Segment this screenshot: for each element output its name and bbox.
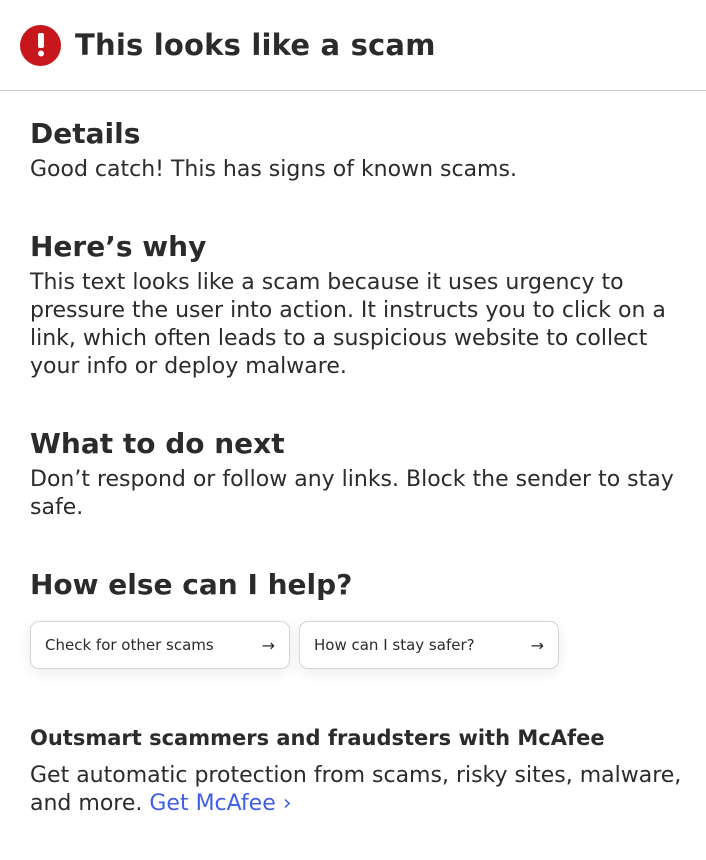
get-mcafee-link[interactable]: Get McAfee › — [149, 791, 292, 816]
arrow-right-icon: → — [530, 635, 544, 655]
why-heading: Here’s why — [30, 230, 207, 263]
why-section — [30, 229, 686, 381]
promo-section — [30, 722, 686, 818]
alert-exclamation-icon — [20, 25, 61, 66]
chip-label: Check for other scams — [45, 636, 214, 654]
help-section — [30, 567, 686, 669]
promo-heading: Outsmart scammers and fraudsters with McAfee — [30, 726, 605, 750]
header-bar — [0, 0, 706, 91]
next-steps-text: Don’t respond or follow any links. Block the sender to stay safe. — [30, 467, 674, 520]
promo-text — [30, 762, 686, 818]
suggestion-chips — [30, 621, 686, 669]
arrow-right-icon: → — [261, 635, 275, 655]
chip-label: How can I stay safer? — [314, 636, 475, 654]
stay-safer-button[interactable] — [299, 621, 559, 669]
details-section — [30, 116, 686, 184]
details-text: Good catch! This has signs of known scams. — [30, 157, 517, 182]
help-heading: How else can I help? — [30, 568, 353, 601]
next-steps-section — [30, 426, 686, 522]
why-text: This text looks like a scam because it uses urgency to pressure the user into action. It instructs you to click on a link, which often leads to a suspicious website to collect your info or deploy malware. — [30, 270, 666, 379]
promo-body-text: Get automatic protection from scams, risky sites, malware, and more. — [30, 763, 682, 816]
details-heading: Details — [30, 117, 141, 150]
next-steps-heading: What to do next — [30, 427, 285, 460]
page-title: This looks like a scam — [75, 28, 436, 62]
check-other-scams-button[interactable] — [30, 621, 290, 669]
